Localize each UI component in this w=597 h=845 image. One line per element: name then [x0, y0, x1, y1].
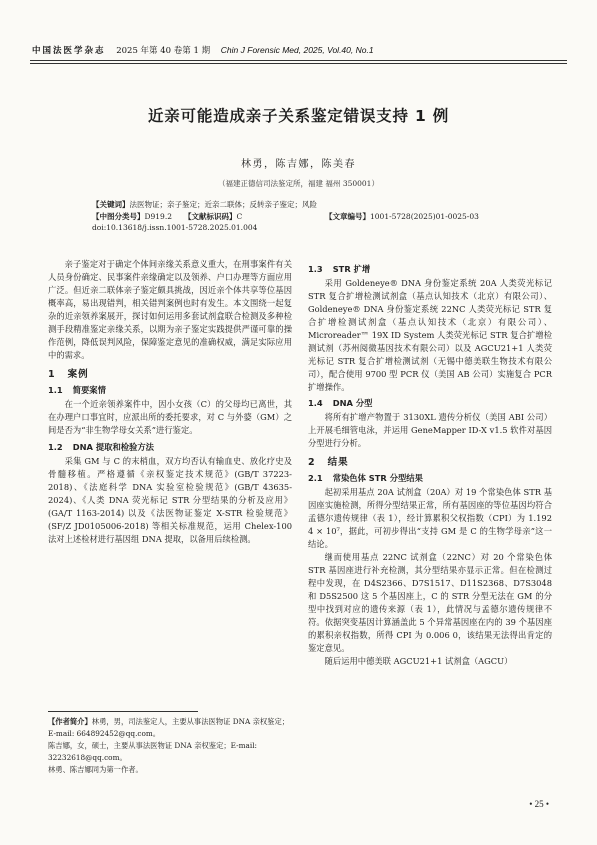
journal-name-en: Chin J Forensic Med, 2025, Vol.40, No.1	[220, 45, 374, 55]
left-column	[48, 258, 292, 546]
doccode-value: C	[236, 211, 243, 221]
autosomal-str-paragraph-2: 继而使用基点 22NC 试剂盒（22NC）对 20 个常染色体 STR 基因座进行补充检测，其分型结果亦显示正常。但在检测过程中发现，在 D4S2366、D7S1517、D11S2368、D7S3048 和 D5S2500 这 5 个基因座上，C 的 STR 分型无法在 GM 的分型中找到对应的遗传来源（表 1），此情况与孟德尔遗传规律不符。依据突变基因计算涵盖此 5 个异常基因座在内的 39 个基因座的累积亲权指数，所得 CPI 为 0.006 0，该结果无法得出肯定的鉴定意见。	[308, 552, 552, 653]
keywords-row	[92, 199, 562, 211]
dna-extraction-paragraph: 采集 GM 与 C 的末梢血，双方均否认有输血史、放化疗史及骨髓移植。严格遵循《亲权鉴定技术规范》(GB/T 37223-2018)、《法庭科学 DNA 实验室检验规范》(GB/T 43635-2024)、《人类 DNA 荧光标记 STR 分型结果的分析及应用》(GA/T 1163-2014) 以及《法医物证鉴定 X-STR 检验规范》(SF/Z JD0105006-2018) 等相关标准规范，运用 Chelex-100 法对上述检材进行基因组 DNA 提取，以备用后续检测。	[48, 456, 292, 544]
subsection-heading-dna-extraction	[48, 441, 292, 454]
section-heading-case	[48, 368, 292, 381]
subsection-number: 2.1	[308, 473, 323, 483]
author-footnote	[48, 716, 292, 776]
clc-value: D919.2	[144, 211, 172, 221]
footnote-label: 【作者简介】	[48, 717, 92, 726]
section-number: 1	[48, 369, 56, 380]
case-summary-paragraph: 在一个近亲领养案件中，因小女孩（C）的父母均已离世，其在办理户口事宜时，应派出所的委托要求，对 C 与外婆（GM）之间是否为“非生物学母女关系”进行鉴定。	[48, 399, 292, 435]
section-title: 案例	[67, 369, 89, 380]
str-amplification-paragraph: 采用 Goldeneye® DNA 身份鉴定系统 20A 人类荧光标记 STR 复合扩增检测试剂盒（基点认知技术（北京）有限公司）、Goldeneye® DNA 身份鉴定系统 22NC 人类荧光标记 STR 复合扩增检测试剂盒（基点认知技术（北京）有限公司）、Microreader™ 19X ID System 人类荧光标记 STR 复合扩增检测试剂（苏州阅微基因技术有限公司）以及 AGCU21+1 人类荧光标记 STR 复合扩增检测试剂（无锡中德美联生物技术有限公司），配合使用 9700 型 PCR 仪（美国 AB 公司）实施复合 PCR 扩增操作。	[308, 278, 552, 392]
right-column	[308, 263, 552, 668]
header-rule	[30, 60, 567, 64]
doi-value: doi:10.13618/j.issn.1001-5728.2025.01.004	[92, 223, 258, 232]
subsection-heading-dna-typing	[308, 397, 552, 410]
keywords-value: 法医物证；亲子鉴定；近亲二联体；反转亲子鉴定；风险	[129, 200, 317, 209]
doi-row	[92, 222, 562, 234]
keywords-label: 【关键词】	[92, 200, 130, 209]
subsection-title: DNA 分型	[332, 398, 373, 408]
subsection-title: DNA 提取和检验方法	[72, 442, 154, 452]
clc-label: 【中图分类号】	[92, 211, 145, 221]
intro-paragraph: 亲子鉴定对于确定个体间亲缘关系意义重大，在刑事案件有关人员身份确定、民事案件亲缘确定以及领养、户口办理等方面应用广泛。但近亲二联体亲子鉴定颇具挑战，因近亲个体共享等位基因概率高，易出现错判，相关错判案例也时有发生。本文围绕一起复杂的近亲领养案展开，探讨如何运用多套试剂盒联合检测及多种检测手段精准鉴定亲缘关系，以期为亲子鉴定实践提供严谨可靠的操作范例，降低误判风险，保障鉴定意见的准确权威，满足实际应用中的需求。	[48, 259, 292, 360]
article-title: 近亲可能造成亲子关系鉴定错误支持 1 例	[147, 107, 450, 125]
running-header	[32, 44, 567, 56]
subsection-number: 1.1	[48, 385, 63, 395]
subsection-heading-str-amplification	[308, 263, 552, 276]
subsection-title: STR 扩增	[332, 264, 371, 274]
section-heading-results	[308, 456, 552, 469]
article-affiliation: （福建正德信司法鉴定所，福建 福州 350001）	[218, 179, 379, 188]
article-no-value: 1001-5728(2025)01-0025-03	[370, 211, 479, 221]
journal-issue-cn: 2025 年第 40 卷第 1 期	[116, 46, 211, 56]
page-number: • 25 •	[529, 799, 549, 809]
subsection-title: 简要案情	[72, 385, 106, 395]
subsection-heading-case-summary	[48, 384, 292, 397]
article-no-label: 【文章编号】	[325, 211, 370, 221]
subsection-number: 1.4	[308, 398, 323, 408]
article-metadata	[92, 199, 562, 234]
footnote-line-2: 陈吉娜，女，硕士，主要从事法医物证 DNA 亲权鉴定；E-mail: 32232618@qq.com。	[48, 741, 257, 762]
section-title: 结果	[327, 457, 349, 468]
footnote-rule	[48, 711, 198, 712]
footnote-line-1: 林勇，男，司法鉴定人，主要从事法医物证 DNA 亲权鉴定；E-mail: 664892452@qq.com。	[48, 717, 290, 738]
classification-row	[92, 211, 562, 223]
subsection-number: 1.3	[308, 264, 323, 274]
section-number: 2	[308, 457, 316, 468]
dna-typing-paragraph: 将所有扩增产物置于 3130XL 遗传分析仪（美国 ABI 公司）上开展毛细管电泳，并运用 GeneMapper ID-X v1.5 软件对基因分型进行分析。	[308, 412, 552, 448]
subsection-heading-autosomal-str	[308, 472, 552, 485]
article-authors: 林勇，陈吉娜，陈美春	[241, 159, 356, 170]
footnote-line-3: 林勇、陈吉娜同为第一作者。	[48, 765, 143, 774]
autosomal-str-paragraph-3: 随后运用中德美联 AGCU21+1 试剂盒（AGCU）	[324, 656, 513, 666]
subsection-number: 1.2	[48, 442, 63, 452]
doccode-label: 【文献标识码】	[184, 211, 237, 221]
journal-name-cn: 中国法医学杂志	[32, 46, 106, 56]
subsection-title: 常染色体 STR 分型结果	[332, 473, 423, 483]
autosomal-str-paragraph-1: 起初采用基点 20A 试剂盒（20A）对 19 个常染色体 STR 基因座实施检测，所得分型结果正常，所有基因座的等位基因均符合孟德尔遗传规律（表 1），经计算累积父权指数（CPI）为 1.192 4 × 10⁷，据此，可初步得出“支持 GM 是 C 的生物学母亲”这一结论。	[308, 487, 552, 549]
